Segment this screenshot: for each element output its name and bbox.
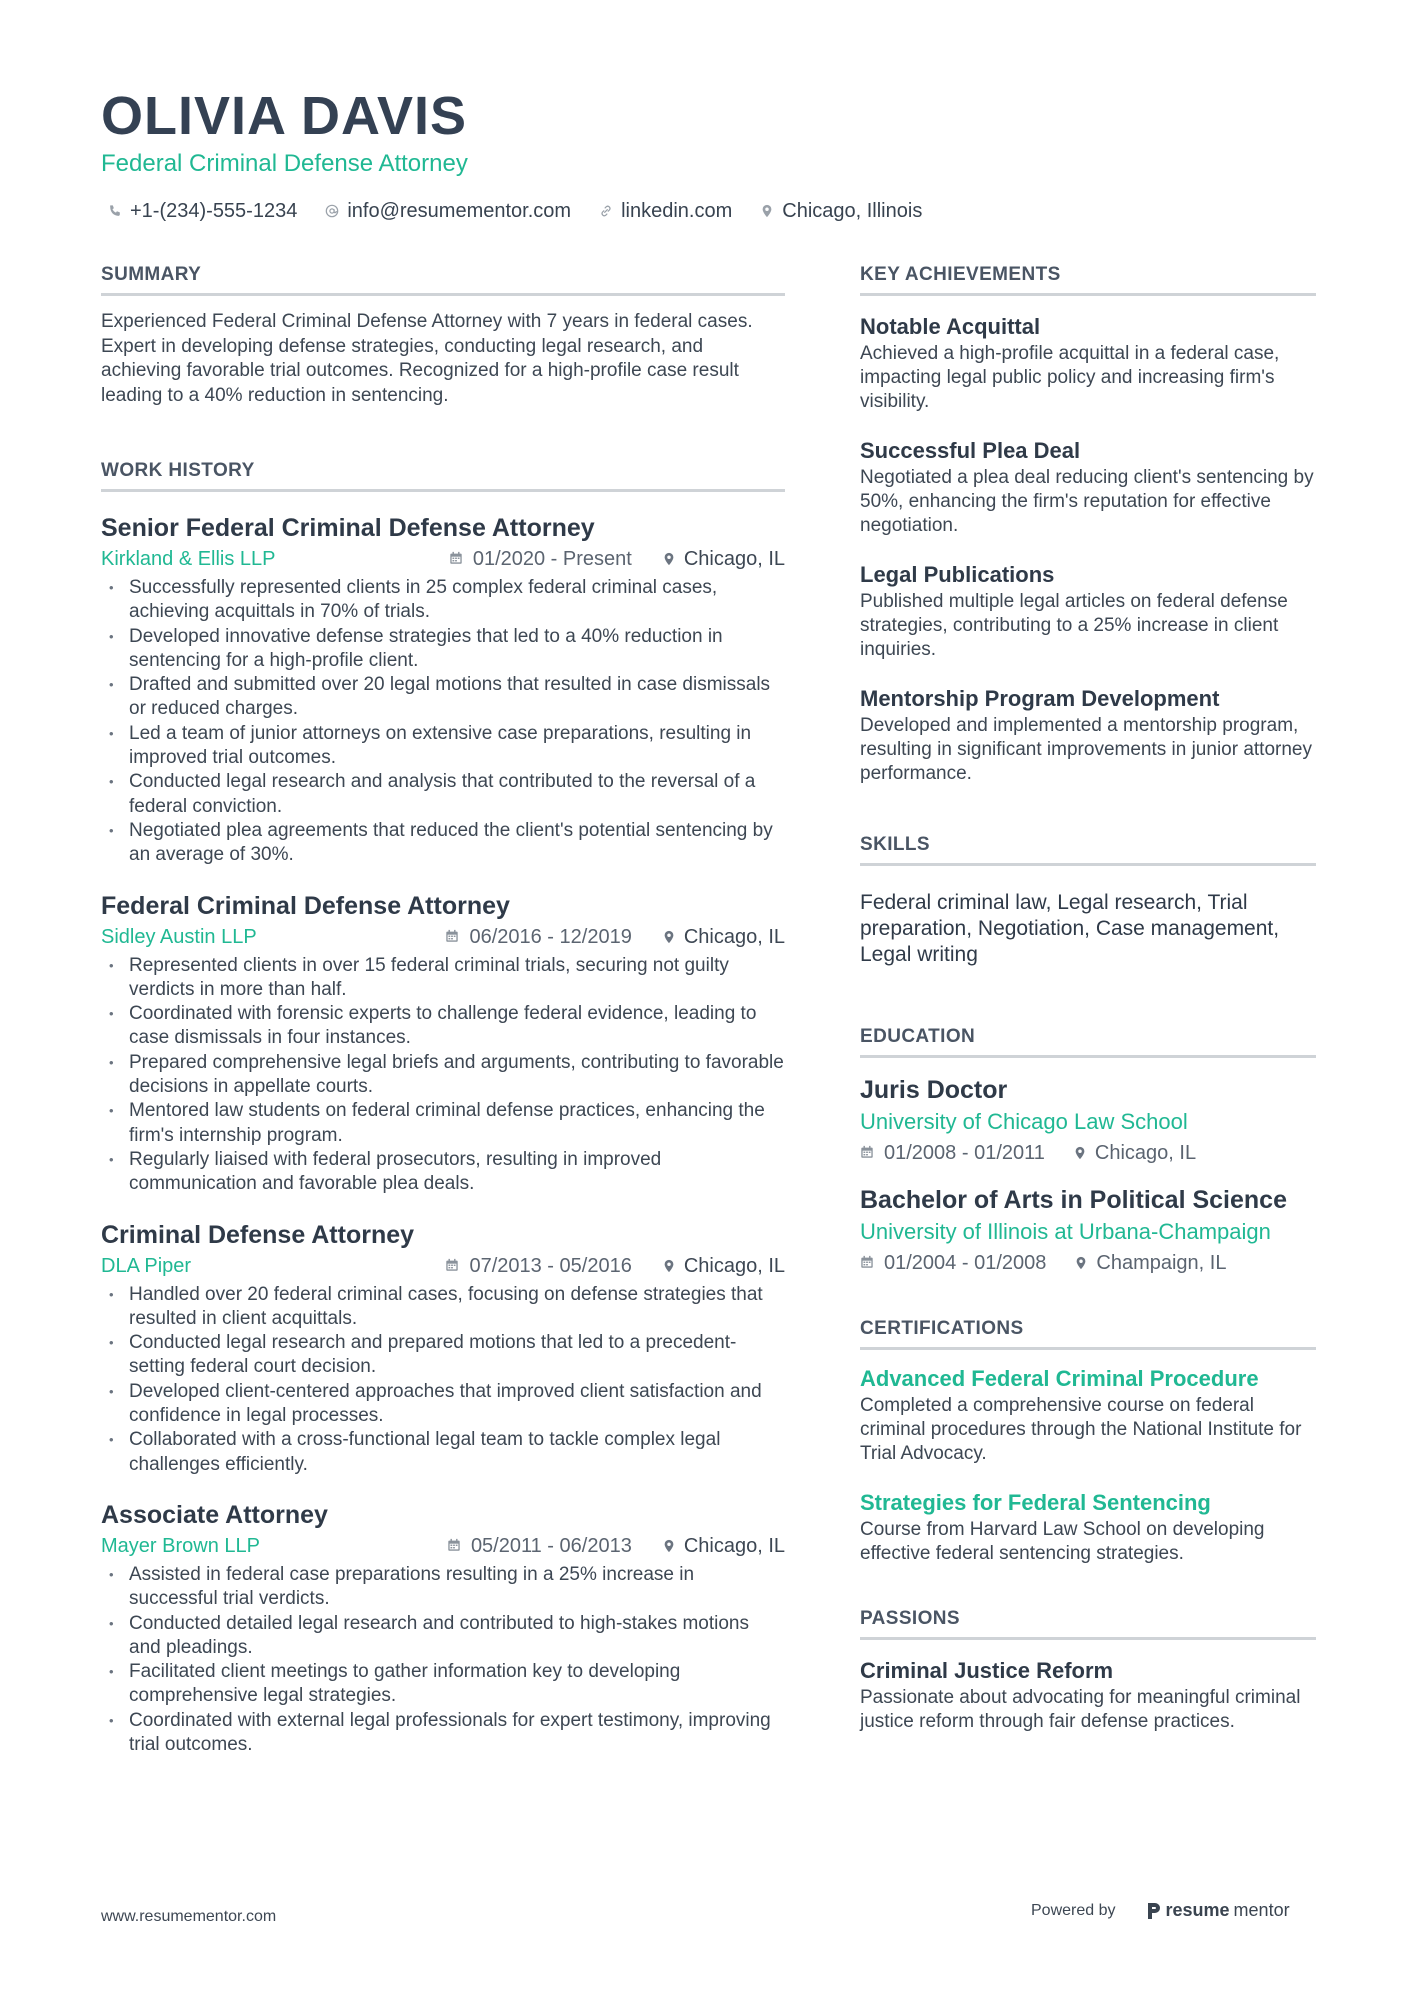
job-bullet: • Led a team of junior attorneys on extensive case preparations, resulting in improved trial outcomes. [101, 722, 785, 771]
right-column [860, 262, 1316, 1734]
education-heading: EDUCATION [860, 1024, 1316, 1058]
phone-icon [108, 204, 122, 218]
job-dates [449, 544, 632, 574]
achievement-title: Legal Publications [860, 562, 1055, 587]
job-bullet: • Developed innovative defense strategies that led to a 40% reduction in sentencing for a high-profile client. [101, 625, 785, 674]
job-meta [101, 922, 785, 952]
job-company: Mayer Brown LLP [101, 1534, 260, 1557]
job-bullet: • Collaborated with a cross-functional legal team to tackle complex legal challenges efficiently. [101, 1428, 785, 1477]
calendar-icon [860, 1145, 876, 1161]
job-location [662, 544, 785, 574]
job-bullet: • Drafted and submitted over 20 legal motions that resulted in case dismissals or reduced charges. [101, 673, 785, 722]
achievement-title: Mentorship Program Development [860, 686, 1220, 711]
location-text: Chicago, Illinois [782, 200, 923, 222]
achievement-item [860, 684, 1316, 786]
job-location [662, 1251, 785, 1281]
job-entry [101, 1499, 785, 1757]
contact-email[interactable] [325, 196, 571, 226]
education-dates [860, 1248, 1046, 1278]
passion-text: Passionate about advocating for meaningful criminal justice reform through fair defense practices. [860, 1687, 1301, 1732]
education-dates-text: 01/2004 - 01/2008 [884, 1252, 1047, 1274]
job-bullet: • Conducted legal research and prepared motions that led to a precedent-setting federal court decision. [101, 1331, 785, 1380]
job-location-text: Chicago, IL [683, 1254, 785, 1277]
job-bullets [101, 1283, 785, 1477]
skills-heading: SKILLS [860, 832, 1316, 866]
skills-text: Federal criminal law, Legal research, Trial preparation, Negotiation, Case management, Legal writing [860, 891, 1280, 966]
brand-name-light: mentor [1233, 1900, 1290, 1920]
certifications-heading: CERTIFICATIONS [860, 1316, 1316, 1350]
achievement-text: Developed and implemented a mentorship program, resulting in significant improvements in junior attorney performance. [860, 715, 1312, 784]
job-company: DLA Piper [101, 1254, 192, 1277]
job-dates-text: 05/2011 - 06/2013 [470, 1534, 632, 1557]
job-location [662, 1531, 785, 1561]
job-dates-text: 06/2016 - 12/2019 [469, 925, 632, 948]
job-bullet: • Conducted legal research and analysis that contributed to the reversal of a federal conviction. [101, 770, 785, 819]
job-bullet: • Developed client-centered approaches that improved client satisfaction and confidence in legal processes. [101, 1380, 785, 1429]
job-meta [101, 1251, 785, 1281]
brand-name-bold: resume [1165, 1900, 1230, 1920]
job-bullet: • Successfully represented clients in 25 complex federal criminal cases, achieving acquittals in 70% of trials. [101, 576, 785, 625]
job-meta [101, 544, 785, 574]
job-dates-text: 07/2013 - 05/2016 [469, 1254, 632, 1277]
summary-heading: SUMMARY [101, 262, 785, 296]
job-company: Kirkland & Ellis LLP [101, 548, 276, 570]
job-title: Senior Federal Criminal Defense Attorney [101, 514, 595, 542]
calendar-icon [447, 1538, 463, 1554]
left-column [101, 262, 785, 1757]
linkedin-text: linkedin.com [621, 200, 733, 222]
location-pin-icon [662, 1259, 676, 1273]
education-meta [860, 1138, 1316, 1168]
phone-text: +1-(234)-555-1234 [130, 200, 298, 222]
certification-title: Strategies for Federal Sentencing [860, 1490, 1211, 1515]
job-bullet: • Facilitated client meetings to gather information key to developing comprehensive legal strategies. [101, 1660, 785, 1709]
job-bullet: • Coordinated with external legal professionals for expert testimony, improving trial outcomes. [101, 1709, 785, 1758]
certification-item [860, 1488, 1316, 1566]
work-history-section [101, 458, 785, 1757]
contact-linkedin[interactable] [599, 196, 732, 226]
passions-heading: PASSIONS [860, 1606, 1316, 1640]
job-bullets [101, 954, 785, 1197]
education-item [860, 1184, 1316, 1278]
job-bullets [101, 576, 785, 868]
achievement-text: Achieved a high-profile acquittal in a federal case, impacting legal public policy and increasing firm's visibility. [860, 343, 1280, 412]
achievement-item [860, 436, 1316, 538]
job-bullet: • Assisted in federal case preparations resulting in a 25% increase in successful trial verdicts. [101, 1563, 785, 1612]
job-location-text: Chicago, IL [683, 1534, 785, 1557]
calendar-icon [860, 1255, 876, 1271]
contact-bar [108, 196, 922, 226]
contact-phone[interactable] [108, 196, 297, 226]
job-company: Sidley Austin LLP [101, 925, 257, 948]
job-dates [447, 1531, 632, 1561]
education-degree: Bachelor of Arts in Political Science [860, 1186, 1287, 1214]
education-school: University of Illinois at Urbana-Champaign [860, 1219, 1271, 1244]
job-title: Criminal Defense Attorney [101, 1220, 415, 1249]
achievement-title: Notable Acquittal [860, 314, 1041, 339]
education-dates-text: 01/2008 - 01/2011 [884, 1142, 1045, 1164]
contact-location [760, 196, 922, 226]
key-achievements-section [860, 262, 1316, 786]
achievement-title: Successful Plea Deal [860, 438, 1081, 463]
calendar-icon [445, 929, 461, 945]
education-location [1073, 1138, 1196, 1168]
key-achievements-heading: KEY ACHIEVEMENTS [860, 262, 1316, 296]
candidate-title: Federal Criminal Defense Attorney [101, 150, 468, 177]
powered-by-label: Powered by [1031, 1901, 1116, 1919]
achievement-text: Negotiated a plea deal reducing client's sentencing by 50%, enhancing the firm's reputation for effective negotiation. [860, 467, 1314, 536]
footer-powered-by [1031, 1900, 1290, 1921]
calendar-icon [449, 551, 465, 567]
certification-title: Advanced Federal Criminal Procedure [860, 1366, 1259, 1391]
job-bullet: • Prepared comprehensive legal briefs and arguments, contributing to favorable decisions in appellate courts. [101, 1051, 785, 1100]
job-dates [445, 1251, 631, 1281]
education-meta [860, 1248, 1316, 1278]
education-location-text: Champaign, IL [1096, 1252, 1227, 1274]
job-location-text: Chicago, IL [683, 925, 785, 948]
summary-section [101, 262, 785, 408]
location-pin-icon [1073, 1146, 1087, 1160]
job-location-text: Chicago, IL [683, 548, 785, 570]
achievement-text: Published multiple legal articles on federal defense strategies, contributing to a 25% increase in client inquiries. [860, 591, 1288, 660]
job-entry [101, 512, 785, 868]
location-pin-icon [1074, 1256, 1088, 1270]
job-entry [101, 1219, 785, 1477]
job-bullet: • Mentored law students on federal criminal defense practices, enhancing the firm's internship program. [101, 1099, 785, 1148]
brand-logo[interactable] [1146, 1900, 1290, 1921]
education-dates [860, 1138, 1045, 1168]
education-school: University of Chicago Law School [860, 1109, 1188, 1134]
skills-section [860, 832, 1316, 968]
education-location [1074, 1248, 1226, 1278]
at-icon [325, 204, 339, 218]
location-pin-icon [662, 552, 676, 566]
brand-mark-icon [1146, 1902, 1162, 1920]
job-dates [445, 922, 631, 952]
location-pin-icon [662, 1539, 676, 1553]
education-section [860, 1024, 1316, 1278]
job-bullet: • Conducted detailed legal research and contributed to high-stakes motions and pleadings. [101, 1612, 785, 1661]
email-text: info@resumementor.com [347, 200, 572, 222]
candidate-name: OLIVIA DAVIS [101, 86, 468, 146]
job-bullet: • Negotiated plea agreements that reduced the client's potential sentencing by an average of 30%. [101, 819, 785, 868]
passions-section [860, 1606, 1316, 1734]
job-bullet: • Coordinated with forensic experts to challenge federal evidence, leading to case dismissals in four instances. [101, 1002, 785, 1051]
location-pin-icon [662, 930, 676, 944]
location-pin-icon [760, 204, 774, 218]
achievement-item [860, 312, 1316, 414]
summary-text: Experienced Federal Criminal Defense Attorney with 7 years in federal cases. Expert in developing defense strategies, conducting legal research, and achieving favorable trial outcomes. Recognized for a high-profile case result leading to a 40% reduction in sentencing. [101, 311, 753, 406]
job-entry [101, 890, 785, 1197]
job-title: Associate Attorney [101, 1500, 328, 1529]
job-meta [101, 1531, 785, 1561]
link-icon [599, 204, 613, 218]
calendar-icon [445, 1258, 461, 1274]
job-bullet: • Handled over 20 federal criminal cases, focusing on defense strategies that resulted in client acquittals. [101, 1283, 785, 1332]
education-item [860, 1074, 1316, 1168]
job-bullets [101, 1563, 785, 1757]
job-dates-text: 01/2020 - Present [472, 548, 632, 570]
job-bullet: • Represented clients in over 15 federal criminal trials, securing not guilty verdicts in more than half. [101, 954, 785, 1003]
certification-item [860, 1364, 1316, 1466]
footer-website[interactable]: www.resumementor.com [101, 1908, 277, 1925]
certification-text: Completed a comprehensive course on federal criminal procedures through the National Institute for Trial Advocacy. [860, 1395, 1302, 1464]
certification-text: Course from Harvard Law School on developing effective federal sentencing strategies. [860, 1519, 1265, 1564]
education-location-text: Chicago, IL [1094, 1142, 1197, 1164]
passion-title: Criminal Justice Reform [860, 1658, 1114, 1683]
job-location [662, 922, 785, 952]
job-bullet: • Regularly liaised with federal prosecutors, resulting in improved communication and favorable plea deals. [101, 1148, 785, 1197]
achievement-item [860, 560, 1316, 662]
certifications-section [860, 1316, 1316, 1566]
work-history-heading: WORK HISTORY [101, 458, 785, 492]
education-degree: Juris Doctor [860, 1076, 1008, 1104]
job-title: Federal Criminal Defense Attorney [101, 891, 510, 920]
passion-item [860, 1656, 1316, 1734]
